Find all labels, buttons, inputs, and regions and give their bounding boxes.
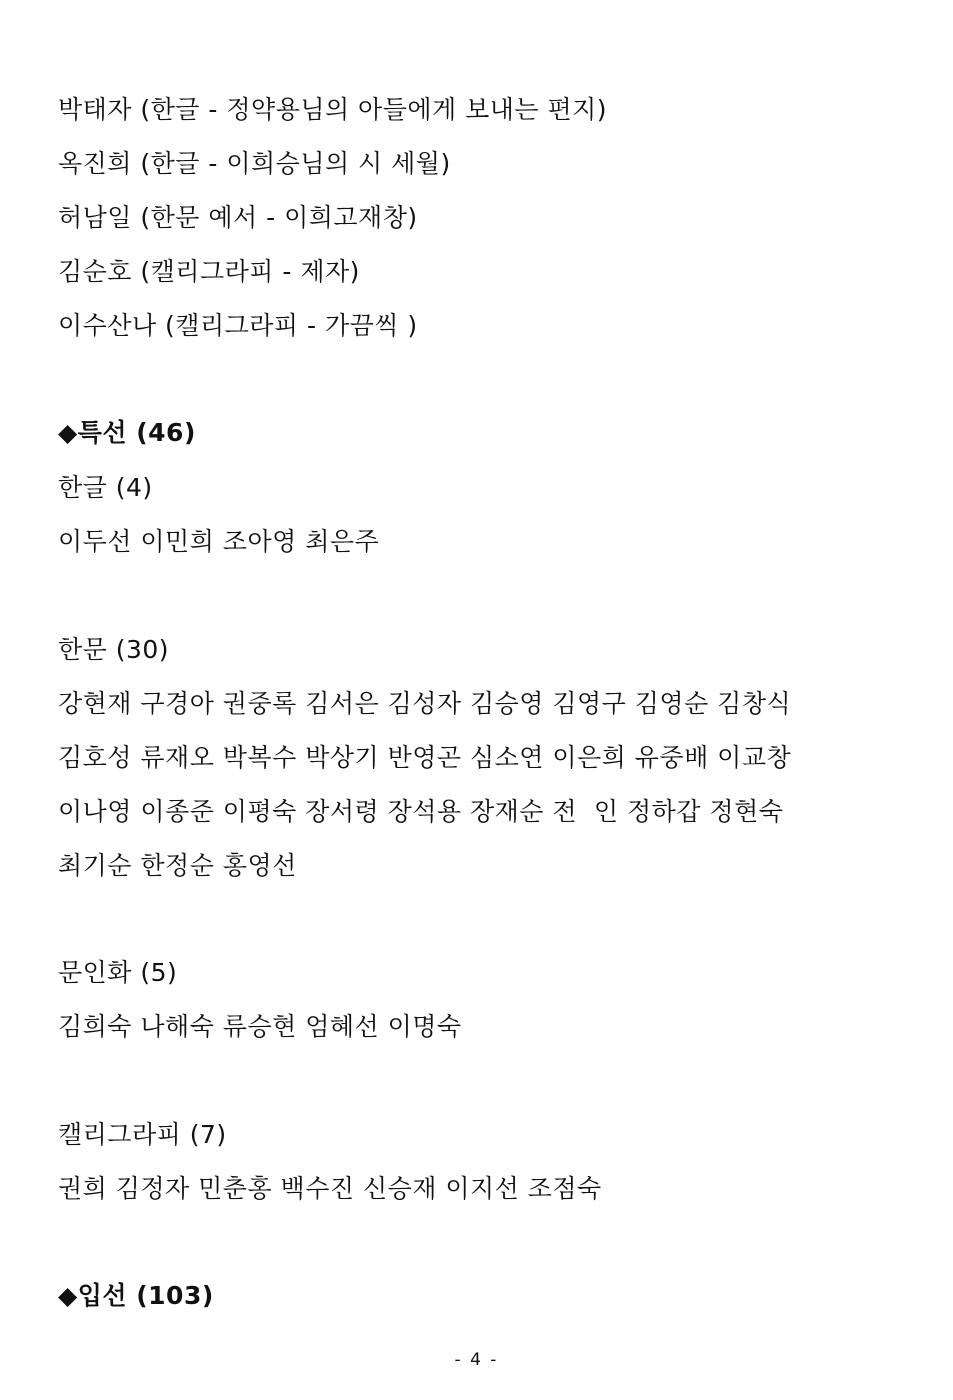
award-line-3: 허남일 (한문 예서 - 이희고재창): [58, 203, 418, 232]
munin-section-title: 문인화 (5): [58, 958, 178, 987]
munin-names: 김희숙 나해숙 류승현 엄혜선 이명숙: [58, 1012, 462, 1041]
hanmun-names-row: 최기순 한정순 홍영선: [58, 851, 297, 880]
hangul-names: 이두선 이민희 조아영 최은주: [58, 527, 380, 556]
hanmun-names-row: 김호성 류재오 박복수 박상기 반영곤 심소연 이은희 유중배 이교창: [58, 743, 792, 772]
award-line-1: 박태자 (한글 - 정약용님의 아들에게 보내는 편지): [58, 95, 608, 124]
hanmun-names-row: 강현재 구경아 권중록 김서은 김성자 김승영 김영구 김영순 김창식: [58, 689, 792, 718]
hanmun-section-title: 한문 (30): [58, 635, 170, 664]
hangul-section-title: 한글 (4): [58, 473, 153, 502]
page-number: - 4 -: [454, 1350, 499, 1370]
award-line-5: 이수산나 (캘리그라피 - 가끔씩 ): [58, 311, 418, 340]
award-line-4: 김순호 (캘리그라피 - 제자): [58, 257, 360, 286]
calligraphy-section-title: 캘리그라피 (7): [58, 1120, 227, 1149]
special-heading: ◆특선 (46): [58, 418, 196, 447]
award-line-2: 옥진희 (한글 - 이희승님의 시 세월): [58, 149, 451, 178]
hanmun-names-row: 이나영 이종준 이평숙 장서령 장석용 장재순 전 인 정하갑 정현숙: [58, 797, 784, 826]
calligraphy-names: 권희 김정자 민춘홍 백수진 신승재 이지선 조점숙: [58, 1174, 602, 1203]
selected-heading: ◆입선 (103): [58, 1281, 214, 1310]
